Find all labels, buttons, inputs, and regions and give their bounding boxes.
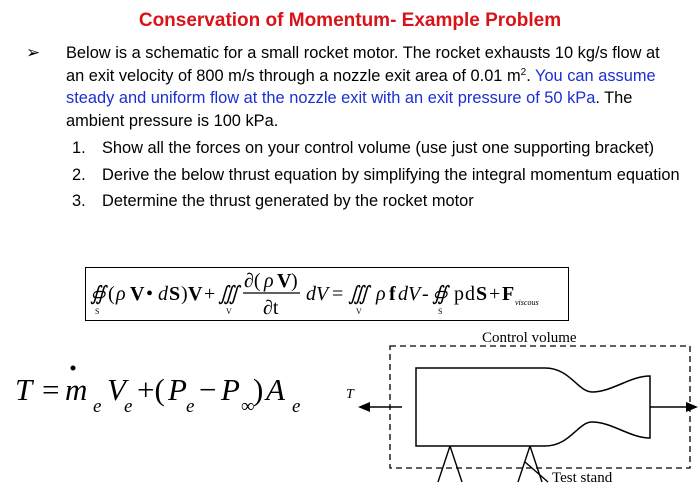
problem-statement xyxy=(26,42,681,132)
sub-v-1: V xyxy=(226,307,232,316)
svg-text:∂t: ∂t xyxy=(263,297,279,319)
superscript-2: 2 xyxy=(520,66,527,78)
pressure-symbol: P xyxy=(168,372,187,407)
support-brackets xyxy=(438,446,548,482)
svg-text:V: V xyxy=(277,270,292,292)
svg-text:=: = xyxy=(42,372,60,407)
svg-text:•: • xyxy=(146,283,154,305)
svg-text:V: V xyxy=(188,283,203,305)
sub-s-1: S xyxy=(95,307,100,316)
list-number: 1. xyxy=(72,139,86,157)
sub-v-2: V xyxy=(356,307,362,316)
svg-text:∯: ∯ xyxy=(432,283,448,305)
mass-flow-symbol: m xyxy=(65,372,88,407)
svg-text:+: + xyxy=(204,283,216,305)
svg-text:V: V xyxy=(130,283,145,305)
svg-text:f: f xyxy=(389,283,396,305)
sub-viscous: viscous xyxy=(515,298,539,307)
sub-e-2: e xyxy=(124,396,133,417)
pressure-symbol-2: P xyxy=(221,372,240,407)
thrust-equation xyxy=(15,356,315,426)
list-number: 3. xyxy=(72,192,86,210)
test-stand-label: Test stand xyxy=(552,470,613,486)
control-volume-label: Control volume xyxy=(482,330,577,346)
svg-text:): ) xyxy=(253,372,264,407)
svg-text:ρ: ρ xyxy=(264,270,274,292)
list-text: Show all the forces on your control volume (use just one supporting bracket) xyxy=(102,139,655,157)
svg-text:∭: ∭ xyxy=(348,283,370,305)
problem-text xyxy=(66,42,681,132)
svg-text:∂(: ∂( xyxy=(244,270,261,292)
sub-e-4: e xyxy=(292,396,301,417)
svg-text:dV: dV xyxy=(306,283,329,305)
svg-text:dV: dV xyxy=(398,283,421,305)
sub-infinity: ∞ xyxy=(241,396,255,417)
thrust-label: T xyxy=(346,387,354,402)
svg-text:=: = xyxy=(332,283,344,305)
assumption-text: You can assume steady and uniform flow at the nozzle exit with an exit pressure of 50 kPa xyxy=(66,66,656,107)
svg-text:d: d xyxy=(465,283,475,305)
arrow-bullet-icon: ➢ xyxy=(26,43,41,62)
list-item xyxy=(72,190,682,213)
problem-text-part1: Below is a schematic for a small rocket motor. The rocket exhausts 10 kg/s flow at an exit velocity of 800 m/s through a nozzle exit area of 0.01 m xyxy=(66,44,660,85)
svg-text:d: d xyxy=(158,283,168,305)
velocity-symbol: V xyxy=(107,372,126,407)
svg-text:p: p xyxy=(454,283,464,305)
svg-text:S: S xyxy=(169,283,181,305)
svg-text:(: ( xyxy=(108,283,115,305)
list-item xyxy=(72,137,682,160)
svg-text:−: − xyxy=(199,372,217,407)
exhaust-arrow-icon xyxy=(686,402,698,412)
list-number: 2. xyxy=(72,165,86,184)
problem-text-part3: . The ambient pressure is 100 kPa. xyxy=(66,89,633,130)
rocket-schematic xyxy=(330,322,700,494)
momentum-equation-box xyxy=(85,267,569,321)
svg-text:): ) xyxy=(181,283,188,305)
list-text: Determine the thrust generated by the rocket motor xyxy=(102,192,474,210)
svg-text:ρ: ρ xyxy=(116,283,126,305)
page-title: Conservation of Momentum- Example Problem xyxy=(138,10,562,31)
area-symbol: A xyxy=(266,372,285,407)
svg-text:+(: +( xyxy=(137,372,165,407)
sub-e-1: e xyxy=(93,396,102,417)
rocket-motor xyxy=(416,368,650,446)
svg-text:∯: ∯ xyxy=(90,283,106,305)
sub-s-2: S xyxy=(438,307,443,316)
svg-text:-: - xyxy=(422,283,429,305)
thrust-arrow-icon xyxy=(358,402,370,412)
svg-text:F: F xyxy=(502,283,515,305)
svg-text:ρ: ρ xyxy=(376,283,386,305)
svg-text:S: S xyxy=(476,283,488,305)
sub-e-3: e xyxy=(186,396,195,417)
list-text: Derive the below thrust equation by simplifying the integral momentum equation xyxy=(102,165,680,184)
svg-text:+: + xyxy=(489,283,501,305)
svg-text:): ) xyxy=(291,270,298,292)
thrust-symbol: T xyxy=(15,372,33,407)
task-list xyxy=(72,137,682,217)
momentum-equation xyxy=(86,268,568,320)
list-item xyxy=(72,164,682,187)
problem-text-part2: . xyxy=(526,66,536,85)
svg-text:∭: ∭ xyxy=(218,283,240,305)
